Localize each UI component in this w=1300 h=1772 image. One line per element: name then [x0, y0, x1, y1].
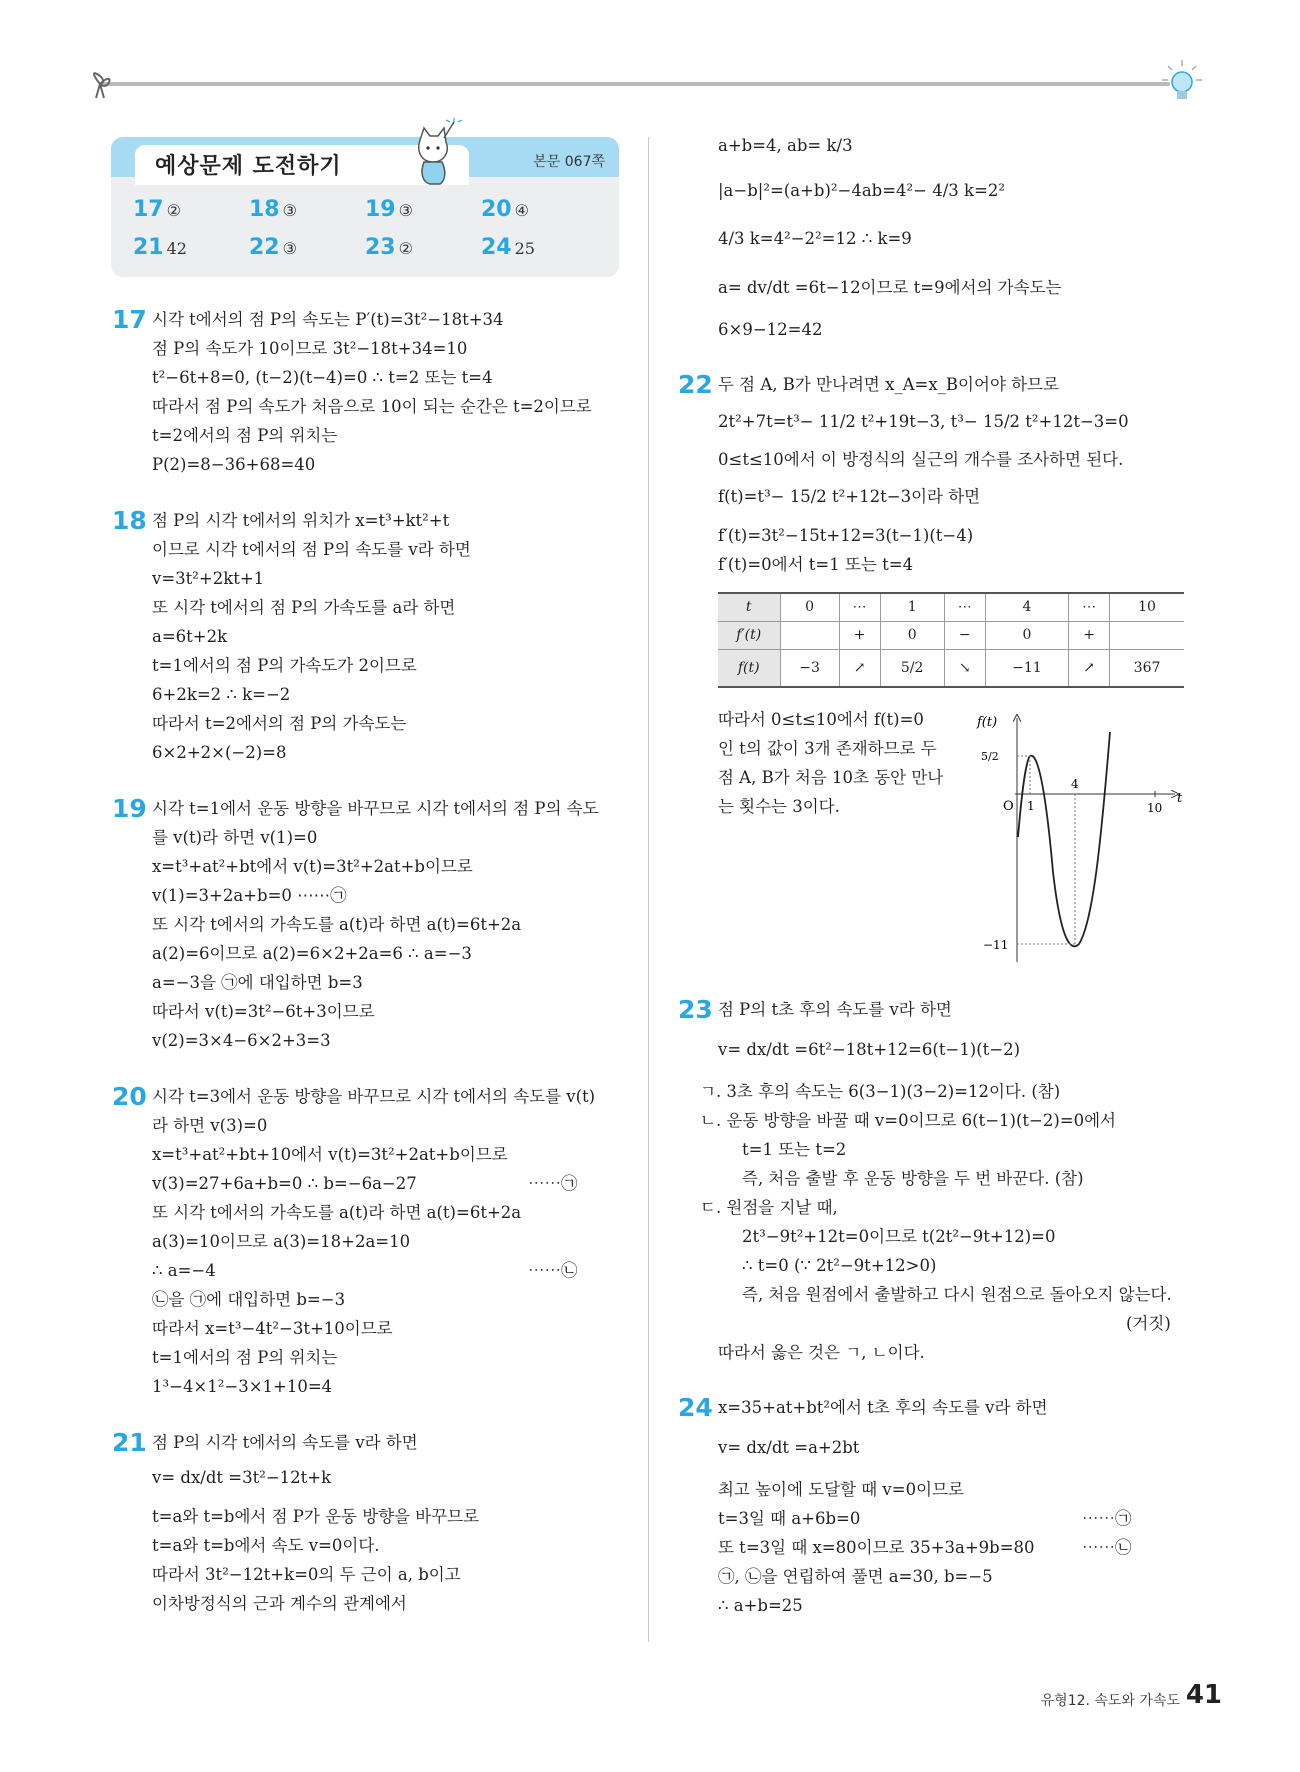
column-divider: [648, 137, 649, 1642]
table-cell: 0: [985, 621, 1068, 649]
solution-line: 즉, 처음 원점에서 출발하고 다시 원점으로 돌아오지 않는다.: [742, 1285, 1172, 1304]
solution-line: ㄷ. 원점을 지날 때,: [700, 1198, 838, 1217]
solution-line: a=−3을 ㉠에 대입하면 b=3: [152, 973, 363, 992]
solution-line: 인 t의 값이 3개 존재하므로 두: [718, 739, 937, 758]
solution-line: a(2)=6이므로 a(2)=6×2+2a=6 ∴ a=−3: [152, 944, 472, 963]
answer-summary-box: [111, 137, 619, 277]
solution-line: 따라서 t=2에서의 점 P의 가속도는: [152, 714, 407, 733]
answer-item: 17 ②: [133, 197, 181, 222]
solution-line: 따라서 3t²−12t+k=0의 두 근이 a, b이고: [152, 1565, 461, 1584]
table-cell: ⋯: [1069, 593, 1110, 621]
solution-line: t=1에서의 점 P의 위치는: [152, 1348, 338, 1367]
solution-line: a= dv/dt =6t−12이므로 t=9에서의 가속도는: [718, 278, 1062, 297]
answer-item: 23 ②: [365, 235, 413, 260]
solution-line: t=1에서의 점 P의 가속도가 2이므로: [152, 656, 417, 675]
solution-line: t=1 또는 t=2: [742, 1140, 847, 1159]
solution-line: ∴ a+b=25: [718, 1596, 803, 1615]
solution-line: ㄴ. 운동 방향을 바꿀 때 v=0이므로 6(t−1)(t−2)=0에서: [700, 1111, 1116, 1130]
graph-tick-1: 1: [1027, 799, 1035, 813]
table-cell: 5/2: [880, 649, 944, 687]
solution-line: a=6t+2k: [152, 627, 228, 646]
solution-line: 따라서 x=t³−4t²−3t+10이므로: [152, 1319, 393, 1338]
question-number: 19: [112, 794, 147, 823]
solution-line: v= dx/dt =a+2bt: [718, 1438, 860, 1457]
solution-line: 0≤t≤10에서 이 방정식의 실근의 개수를 조사하면 된다.: [718, 450, 1124, 469]
solution-line: ㉠, ㉡을 연립하여 풀면 a=30, b=−5: [718, 1567, 993, 1586]
question-number: 22: [678, 370, 713, 399]
table-cell: −: [944, 621, 985, 649]
table-cell: 0: [780, 593, 839, 621]
table-row: [718, 593, 1184, 621]
solution-line: 두 점 A, B가 만나려면 x_A=x_B이어야 하므로: [718, 375, 1059, 394]
variation-table: [718, 592, 1184, 688]
solution-line: v= dx/dt =3t²−12t+k: [152, 1468, 332, 1487]
solution-line: 이차방정식의 근과 계수의 관계에서: [152, 1594, 407, 1613]
question-number: 24: [678, 1393, 713, 1422]
solution-line: 점 A, B가 처음 10초 동안 만나: [718, 768, 944, 787]
table-cell: t: [718, 593, 780, 621]
page-reference: 본문 067쪽: [533, 154, 605, 170]
solution-line: 따라서 점 P의 속도가 처음으로 10이 되는 순간은 t=2이므로: [152, 397, 592, 416]
table-cell: f(t): [718, 649, 780, 687]
solution-line: v(2)=3×4−6×2+3=3: [152, 1031, 331, 1050]
solution-line: ㄱ. 3초 후의 속도는 6(3−1)(3−2)=12이다. (참): [700, 1082, 1061, 1101]
graph-origin: O: [1003, 799, 1014, 814]
solution-line: 이므로 시각 t에서의 점 P의 속도를 v라 하면: [152, 540, 471, 559]
question-number: 17: [112, 305, 147, 334]
solution-line: 는 횟수는 3이다.: [718, 797, 840, 816]
solution-line: 4/3 k=4²−2²=12 ∴ k=9: [718, 229, 912, 248]
solution-line: (거짓): [1126, 1314, 1171, 1333]
solution-line: f(t)=t³− 15/2 t²+12t−3이라 하면: [718, 487, 981, 506]
table-row: [718, 649, 1184, 687]
answer-item: 24 25: [481, 235, 535, 260]
table-cell: ↗: [839, 649, 880, 687]
table-cell: ⋯: [839, 593, 880, 621]
solution-line: 또 t=3일 때 x=80이므로 35+3a+9b=80: [718, 1538, 1035, 1557]
footer-section-title: 유형12. 속도와 가속도: [1040, 1693, 1180, 1709]
table-cell: 0: [880, 621, 944, 649]
solution-line: v=3t²+2kt+1: [152, 569, 265, 588]
solution-line: t=a와 t=b에서 점 P가 운동 방향을 바꾸므로: [152, 1507, 480, 1526]
solution-line: a(3)=10이므로 a(3)=18+2a=10: [152, 1232, 411, 1251]
page-number: 41: [1185, 1680, 1222, 1710]
solution-line: t=2에서의 점 P의 위치는: [152, 426, 338, 445]
graph-tick-4: 4: [1071, 777, 1079, 791]
table-cell: +: [1069, 621, 1110, 649]
solution-line: v(1)=3+2a+b=0 ⋯⋯㉠: [152, 886, 347, 905]
solution-line: a+b=4, ab= k/3: [718, 136, 853, 155]
solution-line: ㉡을 ㉠에 대입하면 b=−3: [152, 1290, 346, 1309]
graph-tick-10: 10: [1147, 801, 1163, 815]
solution-line: 따라서 옳은 것은 ㄱ, ㄴ이다.: [718, 1343, 925, 1362]
table-cell: 4: [985, 593, 1068, 621]
answer-item: 22 ③: [249, 235, 297, 260]
solution-line: 1³−4×1²−3×1+10=4: [152, 1377, 333, 1396]
graph-ymin-label: −11: [983, 938, 1009, 952]
solution-line: 6×9−12=42: [718, 320, 823, 339]
solution-line: v(3)=27+6a+b=0 ∴ b=−6a−27: [152, 1174, 417, 1193]
solution-line: v= dx/dt =6t²−18t+12=6(t−1)(t−2): [718, 1040, 1021, 1059]
table-cell: [780, 621, 839, 649]
solution-line: f′(t)=3t²−15t+12=3(t−1)(t−4): [718, 526, 974, 545]
answer-item: 19 ③: [365, 197, 413, 222]
solution-line: 2t²+7t=t³− 11/2 t²+19t−3, t³− 15/2 t²+12t−3=0: [718, 412, 1129, 431]
solution-line: 시각 t=3에서 운동 방향을 바꾸므로 시각 t에서의 속도를 v(t): [152, 1087, 596, 1106]
question-number: 20: [112, 1082, 147, 1111]
table-cell: [1110, 621, 1184, 649]
solution-line: 를 v(t)라 하면 v(1)=0: [152, 828, 318, 847]
solution-line: 또 시각 t에서의 가속도를 a(t)라 하면 a(t)=6t+2a: [152, 915, 522, 934]
equation-marker: ⋯⋯㉡: [1082, 1538, 1132, 1557]
solution-line: 최고 높이에 도달할 때 v=0이므로: [718, 1480, 964, 1499]
question-number: 21: [112, 1428, 147, 1457]
solution-line: 시각 t에서의 점 P의 속도는 P′(t)=3t²−18t+34: [152, 310, 504, 329]
table-cell: ↗: [1069, 649, 1110, 687]
solution-line: 6+2k=2 ∴ k=−2: [152, 685, 291, 704]
answer-item: 21 42: [133, 235, 187, 260]
solution-line: 시각 t=1에서 운동 방향을 바꾸므로 시각 t에서의 점 P의 속도: [152, 799, 599, 818]
solution-line: 따라서 v(t)=3t²−6t+3이므로: [152, 1002, 375, 1021]
solution-line: 또 시각 t에서의 가속도를 a(t)라 하면 a(t)=6t+2a: [152, 1203, 522, 1222]
solution-line: t=3일 때 a+6b=0: [718, 1509, 861, 1528]
graph-xlabel: t: [1177, 791, 1183, 806]
table-cell: 10: [1110, 593, 1184, 621]
solution-line: 라 하면 v(3)=0: [152, 1116, 268, 1135]
question-number: 23: [678, 995, 713, 1024]
equation-marker: ⋯⋯㉡: [528, 1261, 578, 1280]
ribbon-icon: [90, 68, 126, 102]
solution-line: 점 P의 시각 t에서의 속도를 v라 하면: [152, 1433, 418, 1452]
answer-item: 20 ④: [481, 197, 529, 222]
table-row: [718, 621, 1184, 649]
solution-line: 또 시각 t에서의 점 P의 가속도를 a라 하면: [152, 598, 456, 617]
question-number: 18: [112, 506, 147, 535]
solution-line: 점 P의 시각 t에서의 위치가 x=t³+kt²+t: [152, 511, 450, 530]
graph-ylabel: f(t): [977, 715, 998, 730]
solution-line: 즉, 처음 출발 후 운동 방향을 두 번 바꾼다. (참): [742, 1169, 1084, 1188]
equation-marker: ⋯⋯㉠: [1082, 1509, 1132, 1528]
solution-line: 따라서 0≤t≤10에서 f(t)=0: [718, 710, 924, 729]
solution-line: x=35+at+bt²에서 t초 후의 속도를 v라 하면: [718, 1398, 1048, 1417]
solution-line: 2t³−9t²+12t=0이므로 t(2t²−9t+12)=0: [742, 1227, 1056, 1246]
table-cell: +: [839, 621, 880, 649]
solution-line: f′(t)=0에서 t=1 또는 t=4: [718, 555, 914, 574]
section-title: 예상문제 도전하기: [155, 154, 342, 179]
table-cell: −3: [780, 649, 839, 687]
graph-curve: [1018, 732, 1110, 946]
table-cell: ⋯: [944, 593, 985, 621]
solution-line: ∴ t=0 (∵ 2t²−9t+12>0): [742, 1256, 937, 1275]
answer-item: 18 ③: [249, 197, 297, 222]
solution-line: t²−6t+8=0, (t−2)(t−4)=0 ∴ t=2 또는 t=4: [152, 368, 493, 387]
solution-line: |a−b|²=(a+b)²−4ab=4²− 4/3 k=2²: [718, 181, 1005, 200]
solution-line: x=t³+at²+bt에서 v(t)=3t²+2at+b이므로: [152, 857, 473, 876]
solution-line: P(2)=8−36+68=40: [152, 455, 316, 474]
graph-ymax-label: 5/2: [981, 750, 999, 763]
cubic-graph: [975, 712, 1190, 962]
table-cell: 1: [880, 593, 944, 621]
solution-line: t=a와 t=b에서 속도 v=0이다.: [152, 1536, 380, 1555]
table-cell: f′(t): [718, 621, 780, 649]
solution-line: x=t³+at²+bt+10에서 v(t)=3t²+2at+b이므로: [152, 1145, 508, 1164]
table-cell: −11: [985, 649, 1068, 687]
table-cell: 367: [1110, 649, 1184, 687]
solution-line: ∴ a=−4: [152, 1261, 216, 1280]
solution-line: 점 P의 t초 후의 속도를 v라 하면: [718, 1000, 952, 1019]
lightbulb-icon: [1160, 56, 1204, 106]
solution-line: 6×2+2×(−2)=8: [152, 743, 287, 762]
solution-line: 점 P의 속도가 10이므로 3t²−18t+34=10: [152, 339, 468, 358]
cat-mascot-icon: [400, 118, 466, 196]
equation-marker: ⋯⋯㉠: [528, 1174, 578, 1193]
table-cell: ↘: [944, 649, 985, 687]
top-rule: [100, 82, 1170, 86]
